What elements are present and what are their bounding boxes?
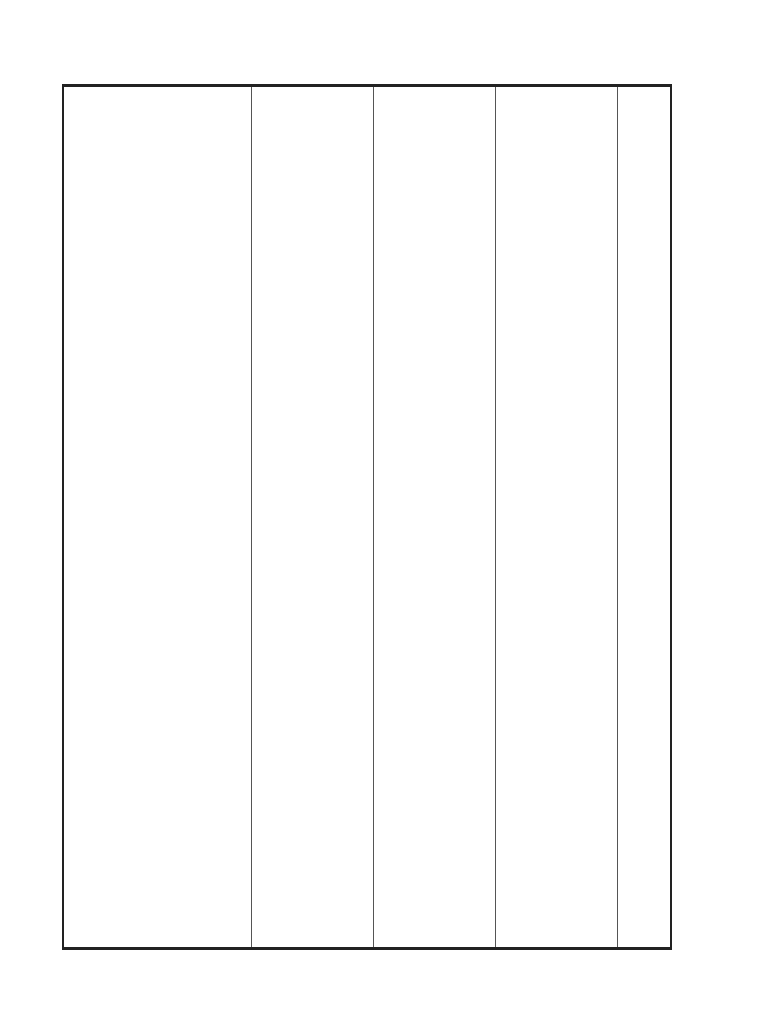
note-column-2 [382,97,432,937]
column-rule [251,87,252,947]
column-rule [495,87,496,947]
text-column-4 [194,97,242,937]
note-column-4 [138,97,188,937]
note-column-1 [504,97,554,937]
column-rule [373,87,374,947]
text-column-1 [560,97,608,937]
column-rule [617,87,618,947]
frame-left-border [62,87,64,947]
page-frame [62,84,672,950]
book-title [624,97,664,937]
text-column-3 [316,97,364,937]
text-column-2 [438,97,486,937]
note-column-3 [260,97,310,937]
frame-right-border [670,87,672,947]
